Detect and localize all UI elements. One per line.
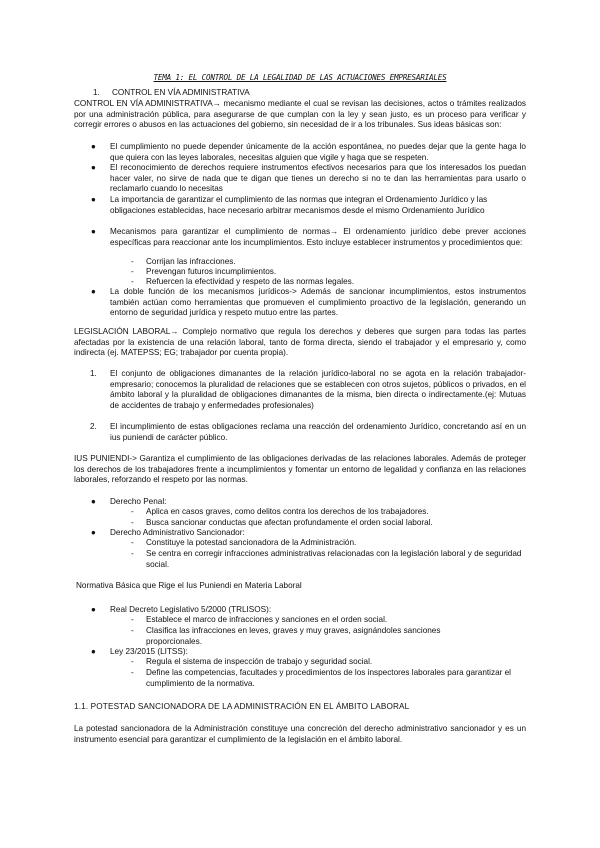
- dash-icon: -: [131, 257, 134, 266]
- sub-list-item: - Regula el sistema de inspección de trabajo y seguridad social.: [131, 657, 373, 666]
- document-title: TEMA 1: EL CONTROL DE LA LEGALIDAD DE LAS ACTUACIONES EMPRESARIALES: [153, 73, 447, 82]
- dash-icon: -: [131, 507, 134, 516]
- dash-icon: -: [131, 538, 134, 547]
- numbered-item: 1. El conjunto de obligaciones dimanantes de la relación jurídico-laboral no se agota en la relación trabajador-empresario; conocemos la pluralidad de relaciones que se establecen con otros sujetos, públicos o privados, en el ámbito laboral y la pluralidad de obligaciones dimanantes de la misma, bien directa o indirectamente.(ej: Mutuas de accidentes de trabajo y enfermedades profesionales): [90, 369, 526, 410]
- section-heading-number: 1.: [93, 88, 100, 97]
- bullet-icon: ●: [91, 647, 96, 656]
- bullet-icon: ●: [91, 605, 96, 614]
- dash-icon: -: [131, 615, 134, 624]
- dash-icon: -: [131, 657, 134, 666]
- normativa-heading: Normativa Básica que Rige el Ius Puniendi en Materia Laboral: [76, 581, 302, 590]
- sub-list-item: - Corrijan las infracciones.: [131, 257, 236, 266]
- sub-list-item: - Aplica en casos graves, como delitos contra los derechos de los trabajadores.: [131, 507, 429, 516]
- subsection-heading: 1.1. POTESTAD SANCIONADORA DE LA ADMINISTRACIÓN EN EL ÁMBITO LABORAL: [74, 702, 410, 711]
- sub-list-item: - Clasifica las infracciones en leves, graves y muy graves, asignándoles sanciones proporcionales.: [131, 626, 441, 646]
- intro-paragraph: CONTROL EN VÍA ADMINISTRATIVA→ mecanismo mediante el cual se revisan las decisiones, actos o trámites realizados por una administración pública, para asegurarse de que cumplan con la ley y sean justo, es un proceso para verificar y corregir errores o abusos en las actuaciones del gobierno, sin necesidad de ir a los tribunales. Sus ideas básicas son:: [74, 99, 526, 130]
- bullet-icon: ●: [91, 497, 96, 506]
- sub-list-item: - Establece el marco de infracciones y sanciones en el orden social.: [131, 615, 388, 624]
- potestad-paragraph: La potestad sancionadora de la Administración constituye una concreción del derecho administrativo sancionador y es un instrumento esencial para garantizar el cumplimiento de la legislación en el ámbito laboral.: [74, 724, 526, 744]
- bullet-icon: ●: [91, 528, 96, 537]
- list-item: ● Derecho Penal:: [91, 497, 167, 506]
- dash-icon: -: [131, 549, 134, 558]
- list-item: ● Mecanismos para garantizar el cumplimiento de normas→ El ordenamiento jurídico debe prever acciones específicas para reaccionar ante los incumplimientos. Esto incluye establecer instrumentos y procedimientos que:: [91, 227, 526, 247]
- list-item: ● El reconocimiento de derechos requiere instrumentos efectivos necesarios para que los interesados los puedan hacer valer, no sirve de nada que te digan que tienes un derecho si no te dan las herramientas para usarlo o reclamarlo cuando lo necesitas: [91, 163, 526, 194]
- numbered-item: 2. El incumplimiento de estas obligaciones reclama una reacción del ordenamiento Jurídico, concretando así en un ius puniendi de carácter público.: [90, 422, 526, 442]
- sub-list-item: - Se centra en corregir infracciones administrativas relacionadas con la legislación laboral y de seguridad social.: [131, 549, 522, 569]
- sub-list-item: - Constituye la potestad sancionadora de la Administración.: [131, 538, 357, 547]
- legislacion-paragraph: LEGISLACIÓN LABORAL→ Complejo normativo que regula los derechos y deberes que surgen para todas las partes afectadas por la existencia de una relación laboral, tanto de forma directa, siendo el trabajador y el empresario y, como indirecta (ej. MATEPSS; EG; trabajador por cuenta propia).: [74, 327, 526, 358]
- bullet-icon: ●: [91, 227, 96, 236]
- dash-icon: -: [131, 668, 134, 677]
- list-item: ● La importancia de garantizar el cumplimiento de las normas que integran el Ordenamiento Jurídico y las obligaciones establecidas, hace necesario arbitrar mecanismos desde el mismo Ordenamiento Jurídico: [91, 195, 488, 215]
- list-item: ● La doble función de los mecanismos jurídicos-> Además de sancionar incumplimientos, estos instrumentos también actúan como herramientas que promueven el cumplimiento proactivo de la legislación, generando un entorno de seguridad jurídica y respeto mutuo entre las partes.: [91, 287, 526, 318]
- dash-icon: -: [131, 626, 134, 635]
- list-item: ● Derecho Administrativo Sancionador:: [91, 528, 245, 537]
- list-item: ● Real Decreto Legislativo 5/2000 (TRLISOS):: [91, 605, 272, 614]
- bullet-icon: ●: [91, 287, 96, 296]
- bullet-icon: ●: [91, 142, 96, 151]
- dash-icon: -: [131, 277, 134, 286]
- list-item: ● El cumplimiento no puede depender únicamente de la acción espontánea, no puedes dejar que la gente haga lo que quiera con las leyes laborales, necesitas alguien que vigile y haga que se respeten.: [91, 142, 526, 162]
- sub-list-item: - Define las competencias, facultades y procedimientos de los inspectores laborales para garantizar el cumplimiento de la normativa.: [131, 668, 511, 688]
- sub-list-item: - Prevengan futuros incumplimientos.: [131, 267, 277, 276]
- bullet-icon: ●: [91, 195, 96, 204]
- list-item: ● Ley 23/2015 (LITSS):: [91, 647, 188, 656]
- dash-icon: -: [131, 518, 134, 527]
- sub-list-item: - Refuercen la efectividad y respeto de las normas legales.: [131, 277, 354, 286]
- item-number: 1.: [90, 369, 97, 378]
- sub-list-item: - Busca sancionar conductas que afectan profundamente el orden social laboral.: [131, 518, 433, 527]
- item-number: 2.: [90, 422, 97, 431]
- section-heading: CONTROL EN VÍA ADMINISTRATIVA: [112, 88, 250, 97]
- bullet-icon: ●: [91, 163, 96, 172]
- ius-puniendi-paragraph: IUS PUNIENDI-> Garantiza el cumplimiento de las obligaciones derivadas de las relaciones laborales. Además de proteger los derechos de los trabajadores frente a incumplimientos y fomentar un entorno de legalidad y confianza en las relaciones laborales, reforzando el respeto por las normas.: [74, 454, 526, 485]
- dash-icon: -: [131, 267, 134, 276]
